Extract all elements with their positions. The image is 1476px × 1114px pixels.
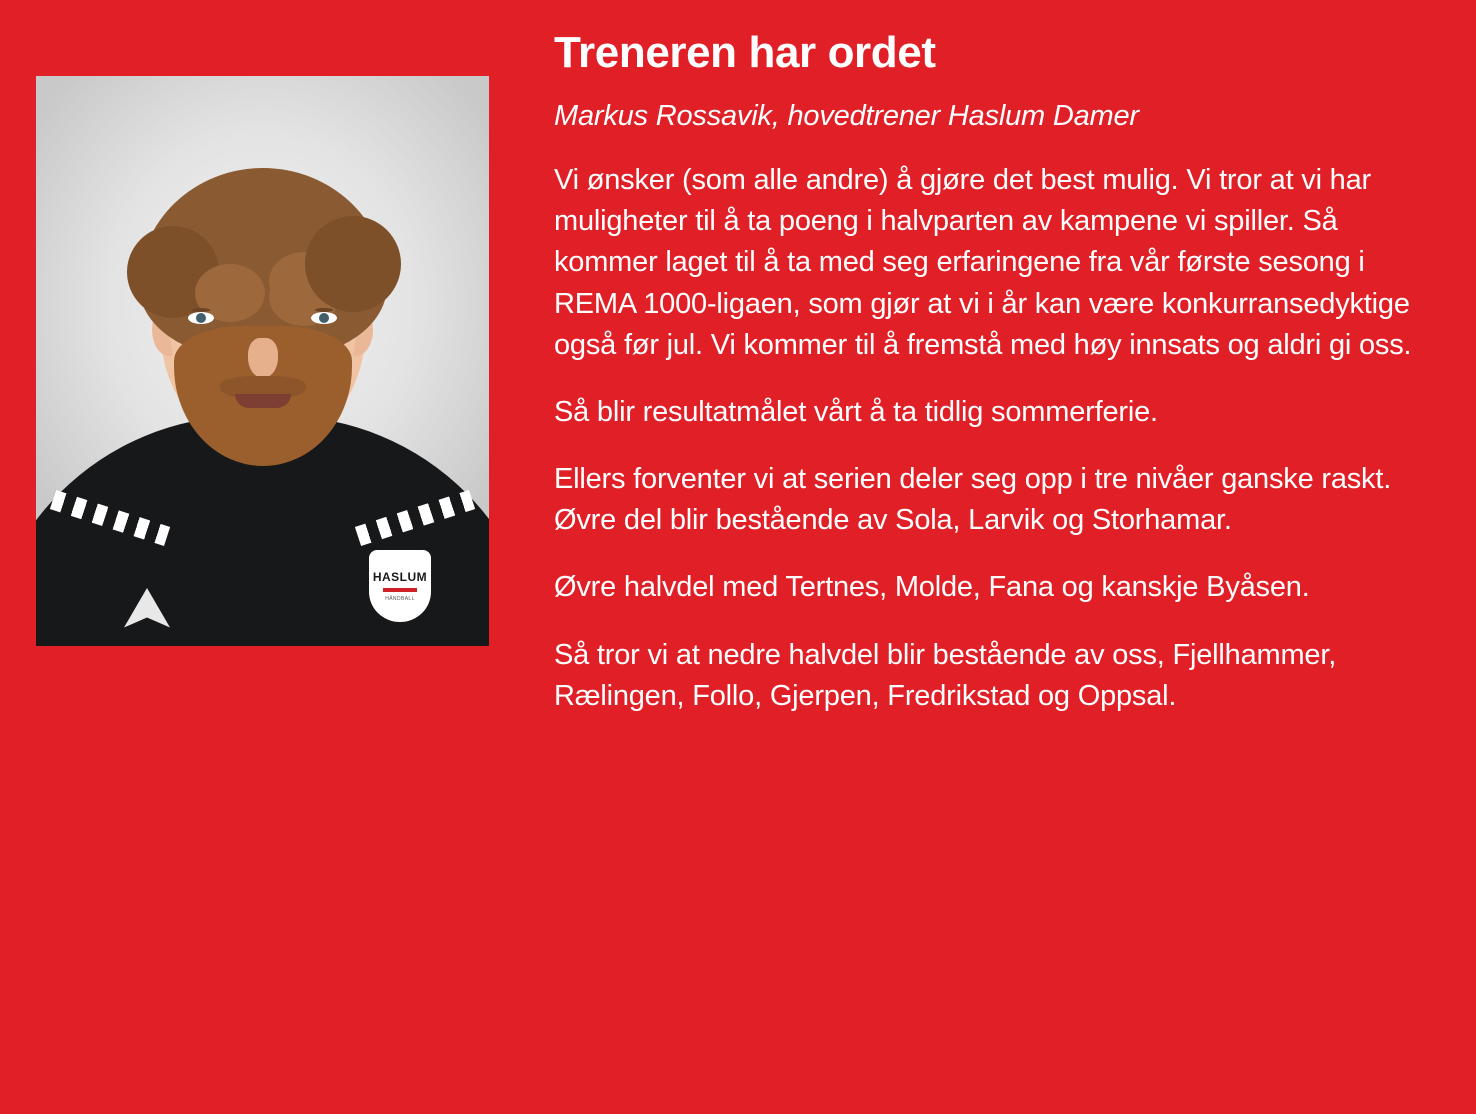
coach-portrait-photo: [36, 76, 489, 646]
crest-bar: [383, 588, 417, 592]
author-byline: Markus Rossavik, hovedtrener Haslum Damer: [554, 100, 1139, 133]
body-paragraph-1: Vi ønsker (som alle andre) å gjøre det best mulig. Vi tror at vi har muligheter til å ta poeng i halvparten av kampene vi spiller. Så kommer laget til å ta med seg erfaringene fra vår første sesong i REMA 1000-ligaen, som gjør at vi i år kan være konkurransedyktige også før jul. Vi kommer til å fremstå med høy innsats og aldri gi oss.: [554, 164, 1412, 361]
page-title: Treneren har ordet: [554, 28, 936, 77]
pupil-right: [319, 313, 329, 323]
body-paragraph-5: Så tror vi at nedre halvdel blir bestående av oss, Fjellhammer, Rælingen, Follo, Gjerpen, Fredrikstad og Oppsal.: [554, 638, 1337, 712]
pupil-left: [196, 313, 206, 323]
portrait-column: [0, 0, 520, 1114]
club-crest-icon: [369, 550, 431, 622]
body-paragraph-4: Øvre halvdel med Tertnes, Molde, Fana og kanskje Byåsen.: [554, 571, 1310, 604]
body-paragraph-2: Så blir resultatmålet vårt å ta tidlig sommerferie.: [554, 395, 1158, 428]
nose: [248, 338, 278, 378]
crest-club-subtitle: HÅNDBALL: [385, 596, 415, 602]
mouth: [235, 394, 291, 408]
crest-club-name: HASLUM: [372, 570, 428, 584]
body-paragraph-3: Ellers forventer vi at serien deler seg opp i tre nivåer ganske raskt. Øvre del blir bestående av Sola, Larvik og Storhamar.: [554, 463, 1392, 537]
text-column: [520, 0, 1476, 1114]
